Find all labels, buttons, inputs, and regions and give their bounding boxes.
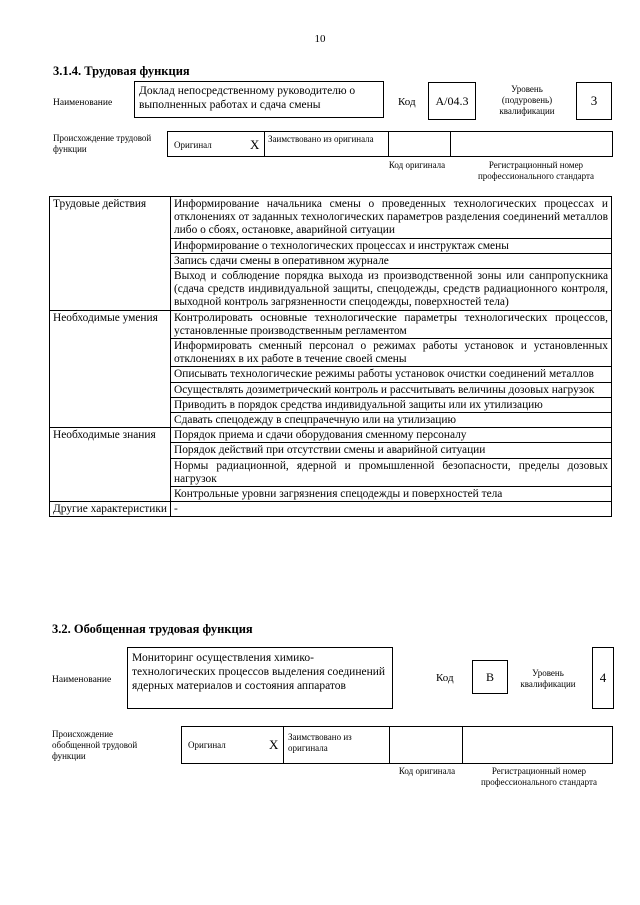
- s2-original-mark: X: [269, 737, 279, 752]
- s2-original-label: Оригинал: [188, 740, 226, 750]
- s2-name-value: Мониторинг осуществления химико-технологических процессов выделения соединений ядерных материалов и состояния аппаратов: [127, 647, 393, 709]
- s2-level-value: 4: [592, 647, 614, 709]
- s1-reg-number-caption: Регистрационный номер профессионального стандарта: [477, 160, 595, 181]
- knowledge-item: Нормы радиационной, ядерной и промышленной безопасности, пределы дозовых нагрузок: [171, 458, 612, 486]
- s2-code-value: В: [472, 660, 508, 694]
- page-number: 10: [314, 33, 326, 45]
- skills-item: Контролировать основные технологические параметры технологических процессов, установленные производственным регламентом: [171, 310, 612, 338]
- s1-code-original-caption: Код оригинала: [388, 160, 446, 170]
- s2-name-label: Наименование: [52, 675, 112, 685]
- skills-item: Информировать сменный персонал о режимах работы установок и установленных отклонениях в их работе в течение своей смены: [171, 339, 612, 367]
- s2-reg-number-caption: Регистрационный номер профессионального стандарта: [480, 766, 598, 787]
- skills-item: Осуществлять дозиметрический контроль и рассчитывать величины дозовых нагрузок: [171, 382, 612, 397]
- table-row: [50, 428, 612, 443]
- s2-level-label: Уровень квалификации: [520, 668, 576, 689]
- knowledge-item: Контрольные уровни загрязнения спецодежды и поверхностей тела: [171, 487, 612, 502]
- other-category-label: Другие характеристики: [50, 502, 171, 517]
- s1-name-value: Доклад непосредственному руководителю о выполненных работах и сдача смены: [134, 81, 384, 118]
- skills-category-label: Необходимые умения: [50, 310, 171, 428]
- s1-original-label: Оригинал: [174, 140, 212, 150]
- table-row: [50, 310, 612, 338]
- s2-origin-box: [181, 726, 613, 764]
- section-title-3-1-4: 3.1.4. Трудовая функция: [53, 64, 190, 78]
- section-title-3-2: 3.2. Обобщенная трудовая функция: [52, 622, 253, 636]
- other-value: -: [171, 502, 612, 517]
- s2-borrowed-label: Заимствовано из оригинала: [288, 732, 352, 753]
- s1-code-value: А/04.3: [428, 82, 476, 120]
- knowledge-item: Порядок действий при отсутствии смены и аварийной ситуации: [171, 443, 612, 458]
- table-row: [50, 197, 612, 239]
- actions-item: Информирование начальника смены о проведенных технологических процессах и отклонениях от заданных технологических параметров разделения соединений металлов либо о сбоях, остановке, аварийной ситуации: [171, 197, 612, 239]
- table-row: [50, 502, 612, 517]
- skills-item: Приводить в порядок средства индивидуальной защиты или их утилизацию: [171, 397, 612, 412]
- s1-name-label: Наименование: [53, 98, 113, 108]
- actions-item: Информирование о технологических процессах и инструктаж смены: [171, 238, 612, 253]
- actions-category-label: Трудовые действия: [50, 197, 171, 311]
- s1-origin-box: [167, 131, 613, 157]
- actions-item: Запись сдачи смены в оперативном журнале: [171, 253, 612, 268]
- knowledge-item: Порядок приема и сдачи оборудования сменному персоналу: [171, 428, 612, 443]
- actions-item: Выход и соблюдение порядка выхода из производственной зоны или санпропускника (сдача средств индивидуальной защиты, спецодежды, средств радиационного контроля, выходной контроль загрязненности спецодежды, поверхностей тела): [171, 269, 612, 311]
- labor-function-table: [49, 196, 612, 517]
- s2-code-original-caption: Код оригинала: [398, 766, 456, 776]
- s1-origin-label: Происхождение трудовой функции: [53, 133, 152, 154]
- s1-original-mark: X: [250, 137, 260, 152]
- s2-origin-label: Происхождение обобщенной трудовой функции: [52, 729, 138, 761]
- s1-code-label: Код: [398, 96, 416, 108]
- s1-borrowed-label: Заимствовано из оригинала: [268, 134, 374, 144]
- s1-level-label: Уровень (подуровень) квалификации: [499, 84, 555, 116]
- knowledge-category-label: Необходимые знания: [50, 428, 171, 502]
- s2-code-label: Код: [436, 672, 454, 684]
- s1-level-value: 3: [576, 82, 612, 120]
- skills-item: Описывать технологические режимы работы установок очистки соединений металлов: [171, 367, 612, 382]
- skills-item: Сдавать спецодежду в спецпрачечную или на утилизацию: [171, 413, 612, 428]
